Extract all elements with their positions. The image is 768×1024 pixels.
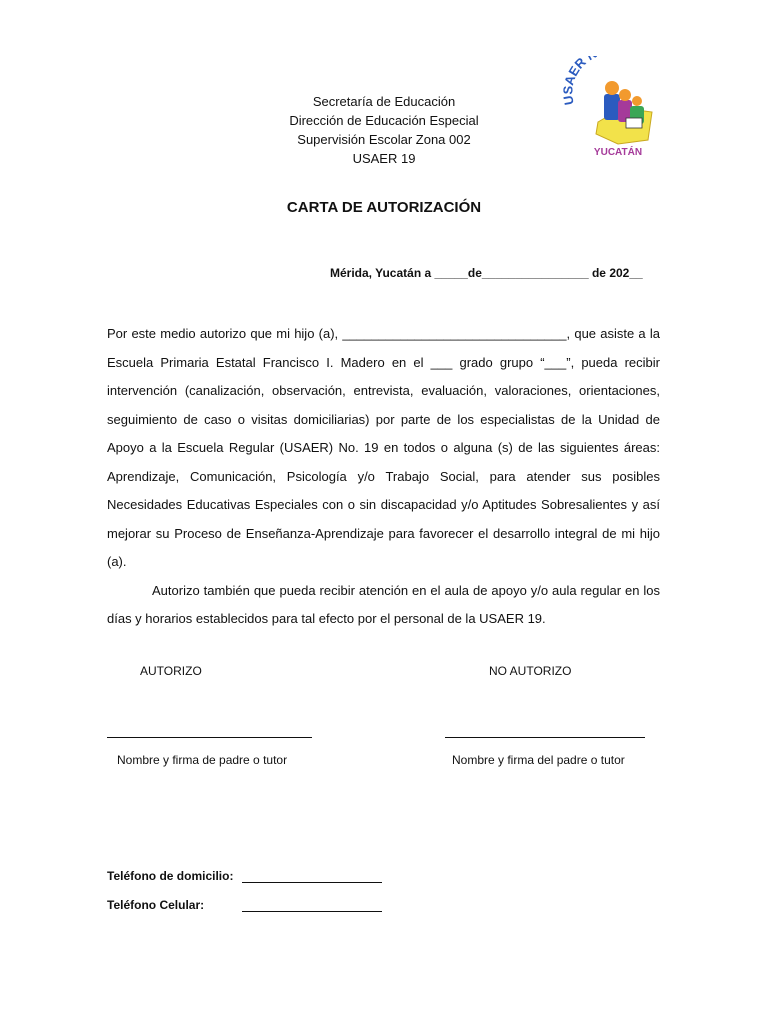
header-line-secretaria: Secretaría de Educación	[312, 94, 456, 109]
home-phone-blank	[242, 882, 382, 883]
cell-phone-blank	[242, 911, 382, 912]
usaer-logo	[560, 56, 670, 160]
cell-phone-label: Teléfono Celular:	[107, 898, 205, 912]
header-line-direccion: Dirección de Educación Especial	[289, 113, 479, 128]
home-phone-row	[107, 869, 233, 883]
signature-line-authorize	[107, 737, 312, 738]
home-phone-label: Teléfono de domicilio:	[107, 869, 234, 883]
signature-caption-no-authorize: Nombre y firma del padre o tutor	[452, 753, 625, 767]
signature-line-no-authorize	[445, 737, 645, 738]
header-line-supervision: Supervisión Escolar Zona 002	[297, 132, 471, 147]
signature-caption-authorize: Nombre y firma de padre o tutor	[117, 753, 288, 767]
header-line-usaer: USAER 19	[352, 151, 416, 166]
body-paragraph-1: Por este medio autorizo que mi hijo (a), _______________________________, que asiste a la Escuela Primaria Estatal Francisco I. Madero en el ___ grado grupo “___”, pueda recibir intervención (canalización, observación, entrevista, evaluación, valoraciones, orientaciones, seguimiento de caso o visitas domiciliarias) por parte de los especialistas de la Unidad de Apoyo a la Escuela Regular (USAER) No. 19 en todos o alguna (s) de las siguientes áreas: Aprendizaje, Comunicación, Psicología y/o Trabajo Social, para atender sus posibles Necesidades Educativas Especiales con o sin discapacidad y/o Aptitudes Sobresalientes y así mejorar su Proceso de Enseñanza-Aprendizaje para favorecer el desarrollo integral de mi hijo (a).	[107, 326, 660, 569]
letter-title: CARTA DE AUTORIZACIÓN	[286, 199, 482, 216]
no-authorize-label: NO AUTORIZO	[489, 664, 572, 678]
letter-body	[107, 320, 660, 634]
cell-phone-row	[107, 898, 204, 912]
body-paragraph-2: Autorizo también que pueda recibir atención en el aula de apoyo y/o aula regular en los días y horarios establecidos para tal efecto por el personal de la USAER 19.	[107, 582, 660, 626]
authorize-label: AUTORIZO	[140, 664, 202, 678]
logo-arc-text: USAER	[560, 56, 589, 107]
date-line: Mérida, Yucatán a _____de________________ de 202__	[330, 266, 643, 280]
logo-yucatan-text: YUCATÁN	[593, 147, 643, 158]
